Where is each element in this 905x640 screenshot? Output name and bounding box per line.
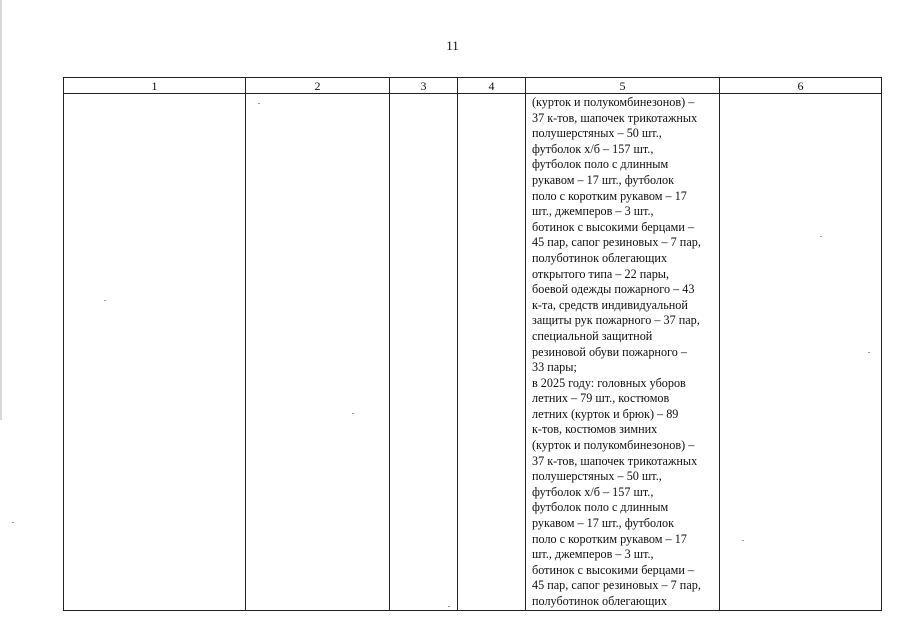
- text-line: футболок поло с длинным: [532, 157, 669, 172]
- column-header-1: 1: [64, 78, 246, 94]
- cell-col-6: [720, 94, 882, 611]
- text-line: футболок поло с длинным: [532, 500, 669, 515]
- text-line: летних (курток и брюк) – 89: [532, 406, 679, 421]
- text-line: к-та, средств индивидуальной: [532, 297, 688, 312]
- text-line: резиновой обуви пожарного –: [532, 344, 687, 359]
- table-row: [64, 94, 882, 611]
- scan-speck: [820, 236, 822, 237]
- text-line: 45 пар, сапог резиновых – 7 пар,: [532, 235, 701, 250]
- text-line: летних – 79 шт., костюмов: [532, 391, 670, 406]
- text-line: в 2025 году: головных уборов: [532, 375, 686, 390]
- text-line: полуботинок облегающих: [532, 594, 668, 608]
- scan-speck: [258, 103, 260, 104]
- text-line: рукавом – 17 шт., футболок: [532, 516, 675, 531]
- text-line: защиты рук пожарного – 37 пар,: [532, 313, 700, 328]
- cell-col-5: [526, 94, 720, 611]
- text-line: полушерстяных – 50 шт.,: [532, 469, 662, 484]
- text-line: 45 пар, сапог резиновых – 7 пар,: [532, 578, 701, 593]
- text-line: (курток и полукомбинезонов) –: [532, 438, 695, 453]
- column-header-3: 3: [390, 78, 458, 94]
- content-table: [63, 77, 882, 611]
- text-line: поло с коротким рукавом – 17: [532, 188, 687, 203]
- text-line: ботинок с высокими берцами –: [532, 562, 695, 577]
- text-line: футболок х/б – 157 шт.,: [532, 484, 654, 499]
- text-line: боевой одежды пожарного – 43: [532, 282, 695, 297]
- text-line: (курток и полукомбинезонов) –: [532, 95, 695, 109]
- text-line: 33 пары;: [532, 360, 577, 375]
- cell-col-1: [64, 94, 246, 611]
- column-header-5: 5: [526, 78, 720, 94]
- scan-speck: [448, 606, 450, 607]
- text-line: к-тов, костюмов зимних: [532, 422, 658, 437]
- text-line: полуботинок облегающих: [532, 250, 668, 265]
- text-line: шт., джемперов – 3 шт.,: [532, 204, 654, 219]
- scan-speck: [104, 300, 106, 301]
- scan-speck: [868, 352, 870, 353]
- header-row: [64, 78, 882, 94]
- text-line: специальной защитной: [532, 328, 653, 343]
- text-line: поло с коротким рукавом – 17: [532, 531, 687, 546]
- text-line: открытого типа – 22 пары,: [532, 266, 670, 281]
- column-header-6: 6: [720, 78, 882, 94]
- text-line: шт., джемперов – 3 шт.,: [532, 547, 654, 562]
- column-header-2: 2: [246, 78, 390, 94]
- text-line: 37 к-тов, шапочек трикотажных: [532, 453, 698, 468]
- text-line: полушерстяных – 50 шт.,: [532, 126, 662, 141]
- scan-speck: [352, 413, 354, 414]
- scan-speck: [12, 522, 14, 523]
- text-line: ботинок с высокими берцами –: [532, 219, 695, 234]
- cell-col-4: [458, 94, 526, 611]
- text-line: рукавом – 17 шт., футболок: [532, 172, 675, 187]
- column-header-4: 4: [458, 78, 526, 94]
- text-line: 37 к-тов, шапочек трикотажных: [532, 110, 698, 125]
- cell-col-2: [246, 94, 390, 611]
- text-line: футболок х/б – 157 шт.,: [532, 141, 654, 156]
- scan-edge-shadow: [0, 0, 2, 420]
- scan-speck: [742, 540, 744, 541]
- page-number: 11: [446, 38, 459, 53]
- cell-col-3: [390, 94, 458, 611]
